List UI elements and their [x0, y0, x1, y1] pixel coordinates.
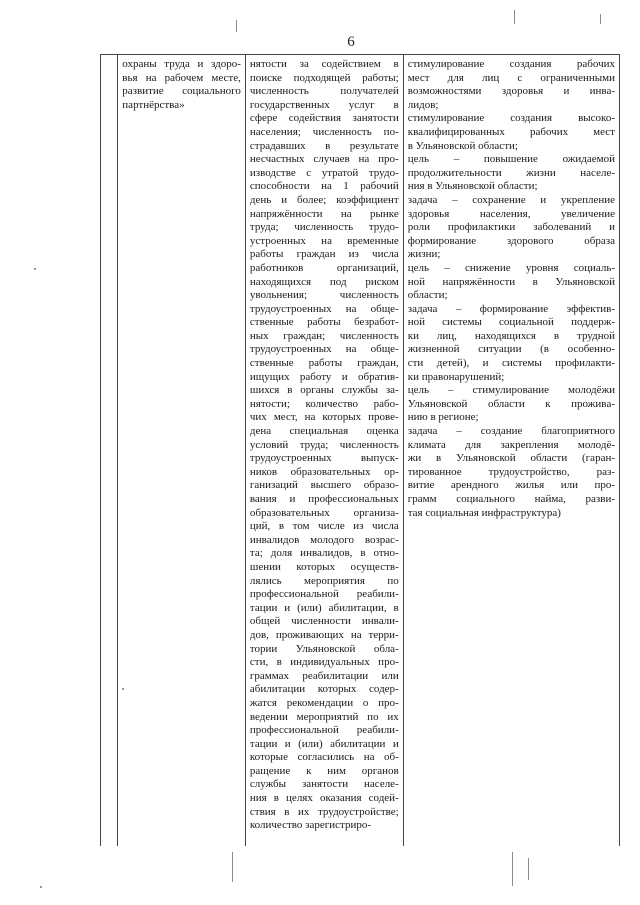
- text-line: труда; численность трудо-: [249, 221, 399, 234]
- text-line: сти, в индивидуальных про-: [249, 656, 399, 669]
- text-line: численность получателей: [249, 85, 399, 98]
- text-line: тая социальная инфраструктура): [407, 506, 561, 519]
- scan-dot: [40, 886, 42, 888]
- text-line: службы занятости населе-: [249, 778, 399, 791]
- text-line: общей численности инвали-: [249, 615, 399, 628]
- text-line: роли профилактики заболеваний и: [407, 221, 615, 234]
- text-line: витие арендного жилья или про-: [407, 479, 615, 492]
- text-line: цель – снижение уровня социаль-: [407, 261, 615, 274]
- text-line: ищущих работу и обратив-: [249, 370, 399, 383]
- text-line: условий труда; численность: [249, 438, 399, 451]
- text-line: задача – сохранение и укрепление: [407, 193, 615, 206]
- text-line: ки правонарушений;: [407, 370, 505, 383]
- text-line: продолжительности жизни населе-: [407, 166, 615, 179]
- text-line: профессиональной реабили-: [249, 724, 399, 737]
- document-table: [100, 54, 620, 846]
- text-line: профессиональной реабили-: [249, 588, 399, 601]
- text-line: вания и профессиональных: [249, 493, 399, 505]
- scan-mark-top: [514, 10, 515, 24]
- text-line: цель – повышение ожидаемой: [407, 153, 615, 166]
- text-line: жизни;: [407, 248, 441, 261]
- text-line: количество зарегистриро-: [249, 819, 372, 832]
- text-line: грамм социального найма, разви-: [407, 493, 615, 505]
- number-cell: [101, 55, 118, 847]
- text-line: ной напряжённости в Ульяновской: [407, 275, 615, 288]
- text-line: работы граждан из числа: [249, 248, 399, 261]
- text-line: дов, проживающих на терри-: [249, 628, 399, 641]
- text-line: квалифицированных рабочих мест: [407, 125, 615, 138]
- text-line: развитие социального: [122, 85, 241, 98]
- text-line: ций, в том числе из числа: [249, 520, 399, 533]
- scan-mark-bottom: [512, 852, 513, 886]
- text-line: ных граждан; численность: [249, 329, 399, 342]
- text-line: шихся в органы службы за-: [249, 384, 399, 397]
- scan-dot: [34, 268, 36, 270]
- text-line: ствия в их трудоустройстве;: [249, 805, 399, 818]
- text-line: напряжённости на рынке: [249, 207, 399, 220]
- text-line: нятости за содействием в: [249, 58, 399, 70]
- text-line: населения; численность по-: [249, 125, 399, 138]
- text-line: находящихся под риском: [249, 275, 399, 288]
- indicators-cell: [245, 55, 403, 847]
- text-line: здоровья населения, увеличение: [407, 207, 615, 220]
- text-line: партнёрства»: [122, 98, 185, 111]
- text-line: жизненной ситуации (в особенно-: [407, 343, 615, 356]
- text-line: ния в целях оказания содей-: [249, 792, 399, 805]
- text-line: тории Ульяновской обла-: [249, 642, 399, 655]
- text-line: та; доля инвалидов, в отно-: [249, 547, 399, 560]
- text-line: день и более; коэффициент: [249, 193, 399, 206]
- text-line: ния в Ульяновской области;: [407, 180, 538, 193]
- text-line: климата для закрепления молодё-: [407, 438, 615, 451]
- text-line: Ульяновской области к проживa-: [407, 397, 615, 410]
- text-line: увольнения; численность: [249, 289, 399, 302]
- text-line: задача – создание благоприятного: [407, 425, 615, 438]
- text-line: изводстве с утратой трудо-: [249, 166, 399, 179]
- text-line: ственные работы безработ-: [249, 316, 399, 329]
- text-line: трудоустроенных выпуск-: [249, 452, 399, 465]
- text-line: формирование здорового образа: [407, 234, 615, 247]
- scan-dot: [122, 688, 124, 690]
- text-line: цель – стимулирование молодёжи: [407, 384, 615, 397]
- text-line: лидов;: [407, 98, 439, 111]
- text-line: нию в регионе;: [407, 411, 479, 424]
- text-line: ведении мероприятий по их: [249, 710, 399, 723]
- text-line: трудоустроенных на обще-: [249, 302, 399, 315]
- text-line: стимулирование создания высоко-: [407, 112, 615, 125]
- page-number: 6: [347, 34, 355, 50]
- text-line: ганизаций высшего образо-: [249, 479, 399, 492]
- text-line: работников организаций,: [249, 261, 399, 274]
- scan-mark-top: [600, 14, 601, 24]
- text-line: лялись мероприятия по: [249, 574, 399, 587]
- text-line: поиске подходящей работы;: [249, 71, 399, 84]
- text-line: задача – формирование эффектив-: [407, 302, 615, 315]
- text-line: в Ульяновской области;: [407, 139, 518, 152]
- text-line: способности на 1 рабочий: [249, 180, 399, 193]
- text-line: стимулирование создания рабочих: [407, 58, 615, 70]
- text-line: ки лиц, находящихся в трудной: [407, 329, 615, 342]
- text-line: охраны труда и здоро-: [122, 58, 241, 70]
- text-line: чих мест, на которых прове-: [249, 411, 399, 424]
- text-line: несчастных случаев на про-: [249, 153, 399, 166]
- text-line: государственных услуг в: [249, 98, 399, 111]
- goals-tasks-cell: [403, 55, 619, 847]
- text-line: шении которых осуществ-: [249, 560, 399, 573]
- text-line: абилитации которых содер-: [249, 683, 399, 696]
- text-line: сфере содействия занятости: [249, 112, 399, 125]
- text-line: ственные работы граждан,: [249, 357, 399, 370]
- text-line: граммах реабилитации или: [249, 669, 399, 682]
- text-line: тации и (или) абилитации и: [249, 737, 399, 750]
- text-line: вья на рабочем месте,: [122, 71, 241, 84]
- text-line: возможностями здоровья и инва-: [407, 85, 615, 98]
- table-row: [101, 55, 620, 847]
- text-line: устроенных на временные: [249, 234, 399, 247]
- text-line: сти детей), и системы профилакти-: [407, 357, 615, 370]
- text-line: области;: [407, 289, 448, 302]
- text-line: образовательных организа-: [249, 506, 399, 519]
- text-line: которые согласились на об-: [249, 751, 399, 764]
- text-line: жи в Ульяновской области (гаран-: [407, 452, 615, 465]
- text-line: дена специальная оценка: [249, 425, 399, 438]
- text-line: ников образовательных ор-: [249, 465, 399, 478]
- text-line: тированное трудоустройство, раз-: [407, 465, 615, 478]
- text-line: тации и (или) абилитации, в: [249, 601, 399, 614]
- scan-mark-top: [236, 20, 237, 32]
- text-line: жатся рекомендации о про-: [249, 696, 399, 709]
- text-line: страдавших в результате: [249, 139, 399, 152]
- text-line: инвалидов молодого возрас-: [249, 533, 399, 546]
- scan-mark-bottom: [528, 858, 529, 880]
- text-line: нятости; количество рабо-: [249, 397, 399, 410]
- text-line: мест для лиц с ограниченными: [407, 71, 615, 84]
- text-line: ращение к ним органов: [249, 764, 399, 777]
- text-line: трудоустроенных на обще-: [249, 343, 399, 356]
- scan-mark-bottom: [232, 852, 233, 882]
- program-name-cell: [118, 55, 246, 847]
- text-line: ной системы социальной поддерж-: [407, 316, 615, 329]
